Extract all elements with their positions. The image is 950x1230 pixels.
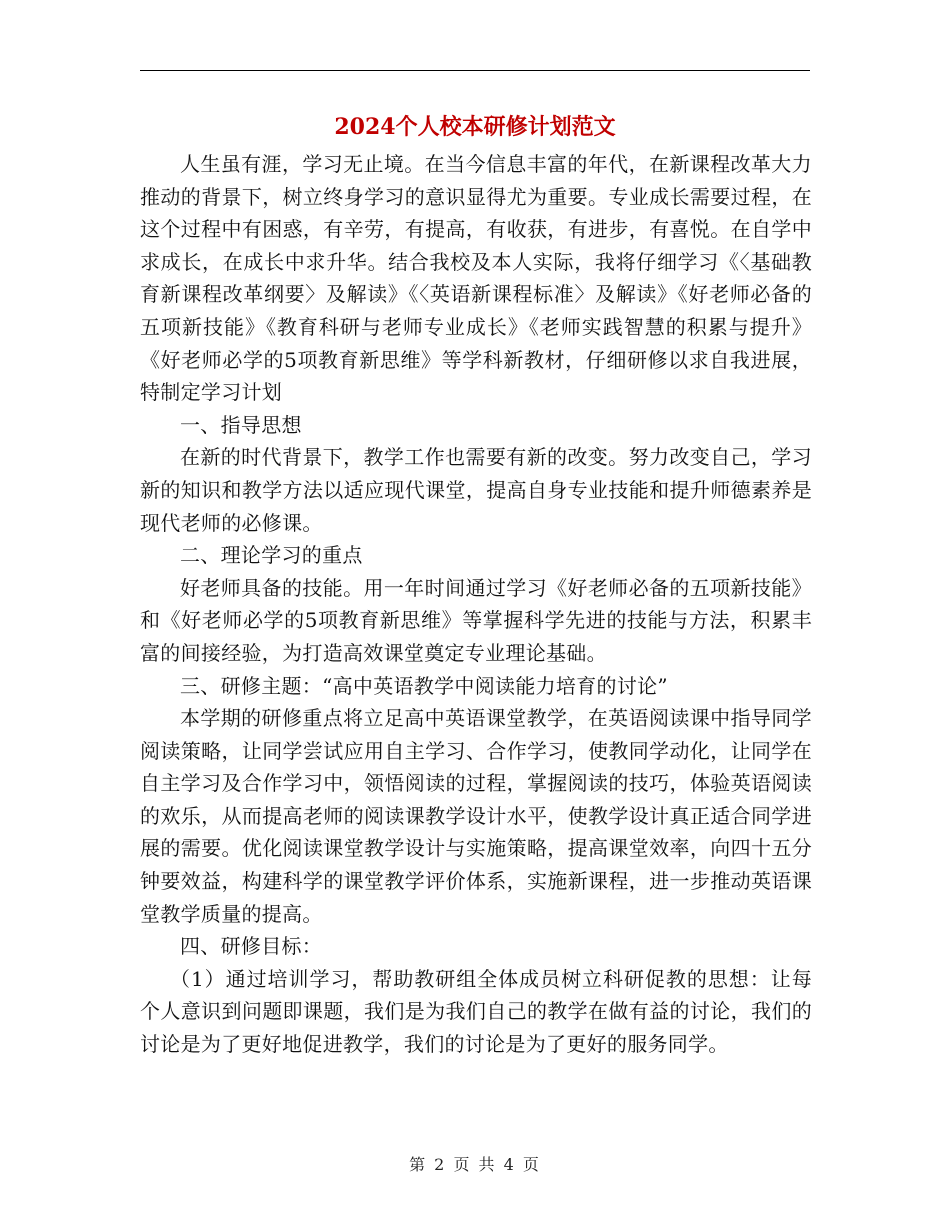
intro-paragraph: 人生虽有涯，学习无止境。在当今信息丰富的年代，在新课程改革大力推动的背景下，树立终身学习的意识显得尤为重要。专业成长需要过程，在这个过程中有困惑，有辛劳，有提高，有收获，有进步，有喜悦。在自学中求成长，在成长中求升华。结合我校及本人实际，我将仔细学习《〈基础教育新课程改革纲要〉及解读》《〈英语新课程标准〉及解读》《好老师必备的五项新技能》《教育科研与老师专业成长》《老师实践智慧的积累与提升》《好老师必学的5项教育新思维》等学科新教材，仔细研修以求自我进展，特制定学习计划 bbox=[140, 152, 812, 405]
document-title: 2024个人校本研修计划范文 bbox=[334, 114, 616, 140]
section-4-item-1: （1）通过培训学习，帮助教研组全体成员树立科研促教的思想：让每个人意识到问题即课题，我们是为我们自己的教学在做有益的讨论，我们的讨论是为了更好地促进教学，我们的讨论是为了更好的服务同学。 bbox=[140, 966, 812, 1057]
section-heading-3: 三、研修主题：“高中英语教学中阅读能力培育的讨论” bbox=[180, 673, 668, 698]
section-2-paragraph: 好老师具备的技能。用一年时间通过学习《好老师必备的五项新技能》和《好老师必学的5项教育新思维》等掌握科学先进的技能与方法，积累丰富的间接经验，为打造高效课堂奠定专业理论基础。 bbox=[140, 575, 812, 665]
section-heading-4: 四、研修目标： bbox=[180, 934, 323, 959]
section-1-paragraph: 在新的时代背景下，教学工作也需要有新的改变。努力改变自己，学习新的知识和教学方法以适应现代课堂，提高自身专业技能和提升师德素养是现代老师的必修课。 bbox=[140, 445, 812, 535]
document-body bbox=[140, 148, 812, 1061]
section-heading-1: 一、指导思想 bbox=[180, 412, 302, 437]
section-heading-2: 二、理论学习的重点 bbox=[180, 543, 363, 568]
page-number-footer: 第 2 页 共 4 页 bbox=[409, 1155, 541, 1174]
section-3-paragraph: 本学期的研修重点将立足高中英语课堂教学，在英语阅读课中指导同学阅读策略，让同学尝试应用自主学习、合作学习，使教同学动化，让同学在自主学习及合作学习中，领悟阅读的过程，掌握阅读的技巧，体验英语阅读的欢乐，从而提高老师的阅读课教学设计水平，使教学设计真正适合同学进展的需要。优化阅读课堂教学设计与实施策略，提高课堂效率，向四十五分钟要效益，构建科学的课堂教学评价体系，实施新课程，进一步推动英语课堂教学质量的提高。 bbox=[140, 706, 812, 926]
header-rule bbox=[140, 70, 810, 71]
